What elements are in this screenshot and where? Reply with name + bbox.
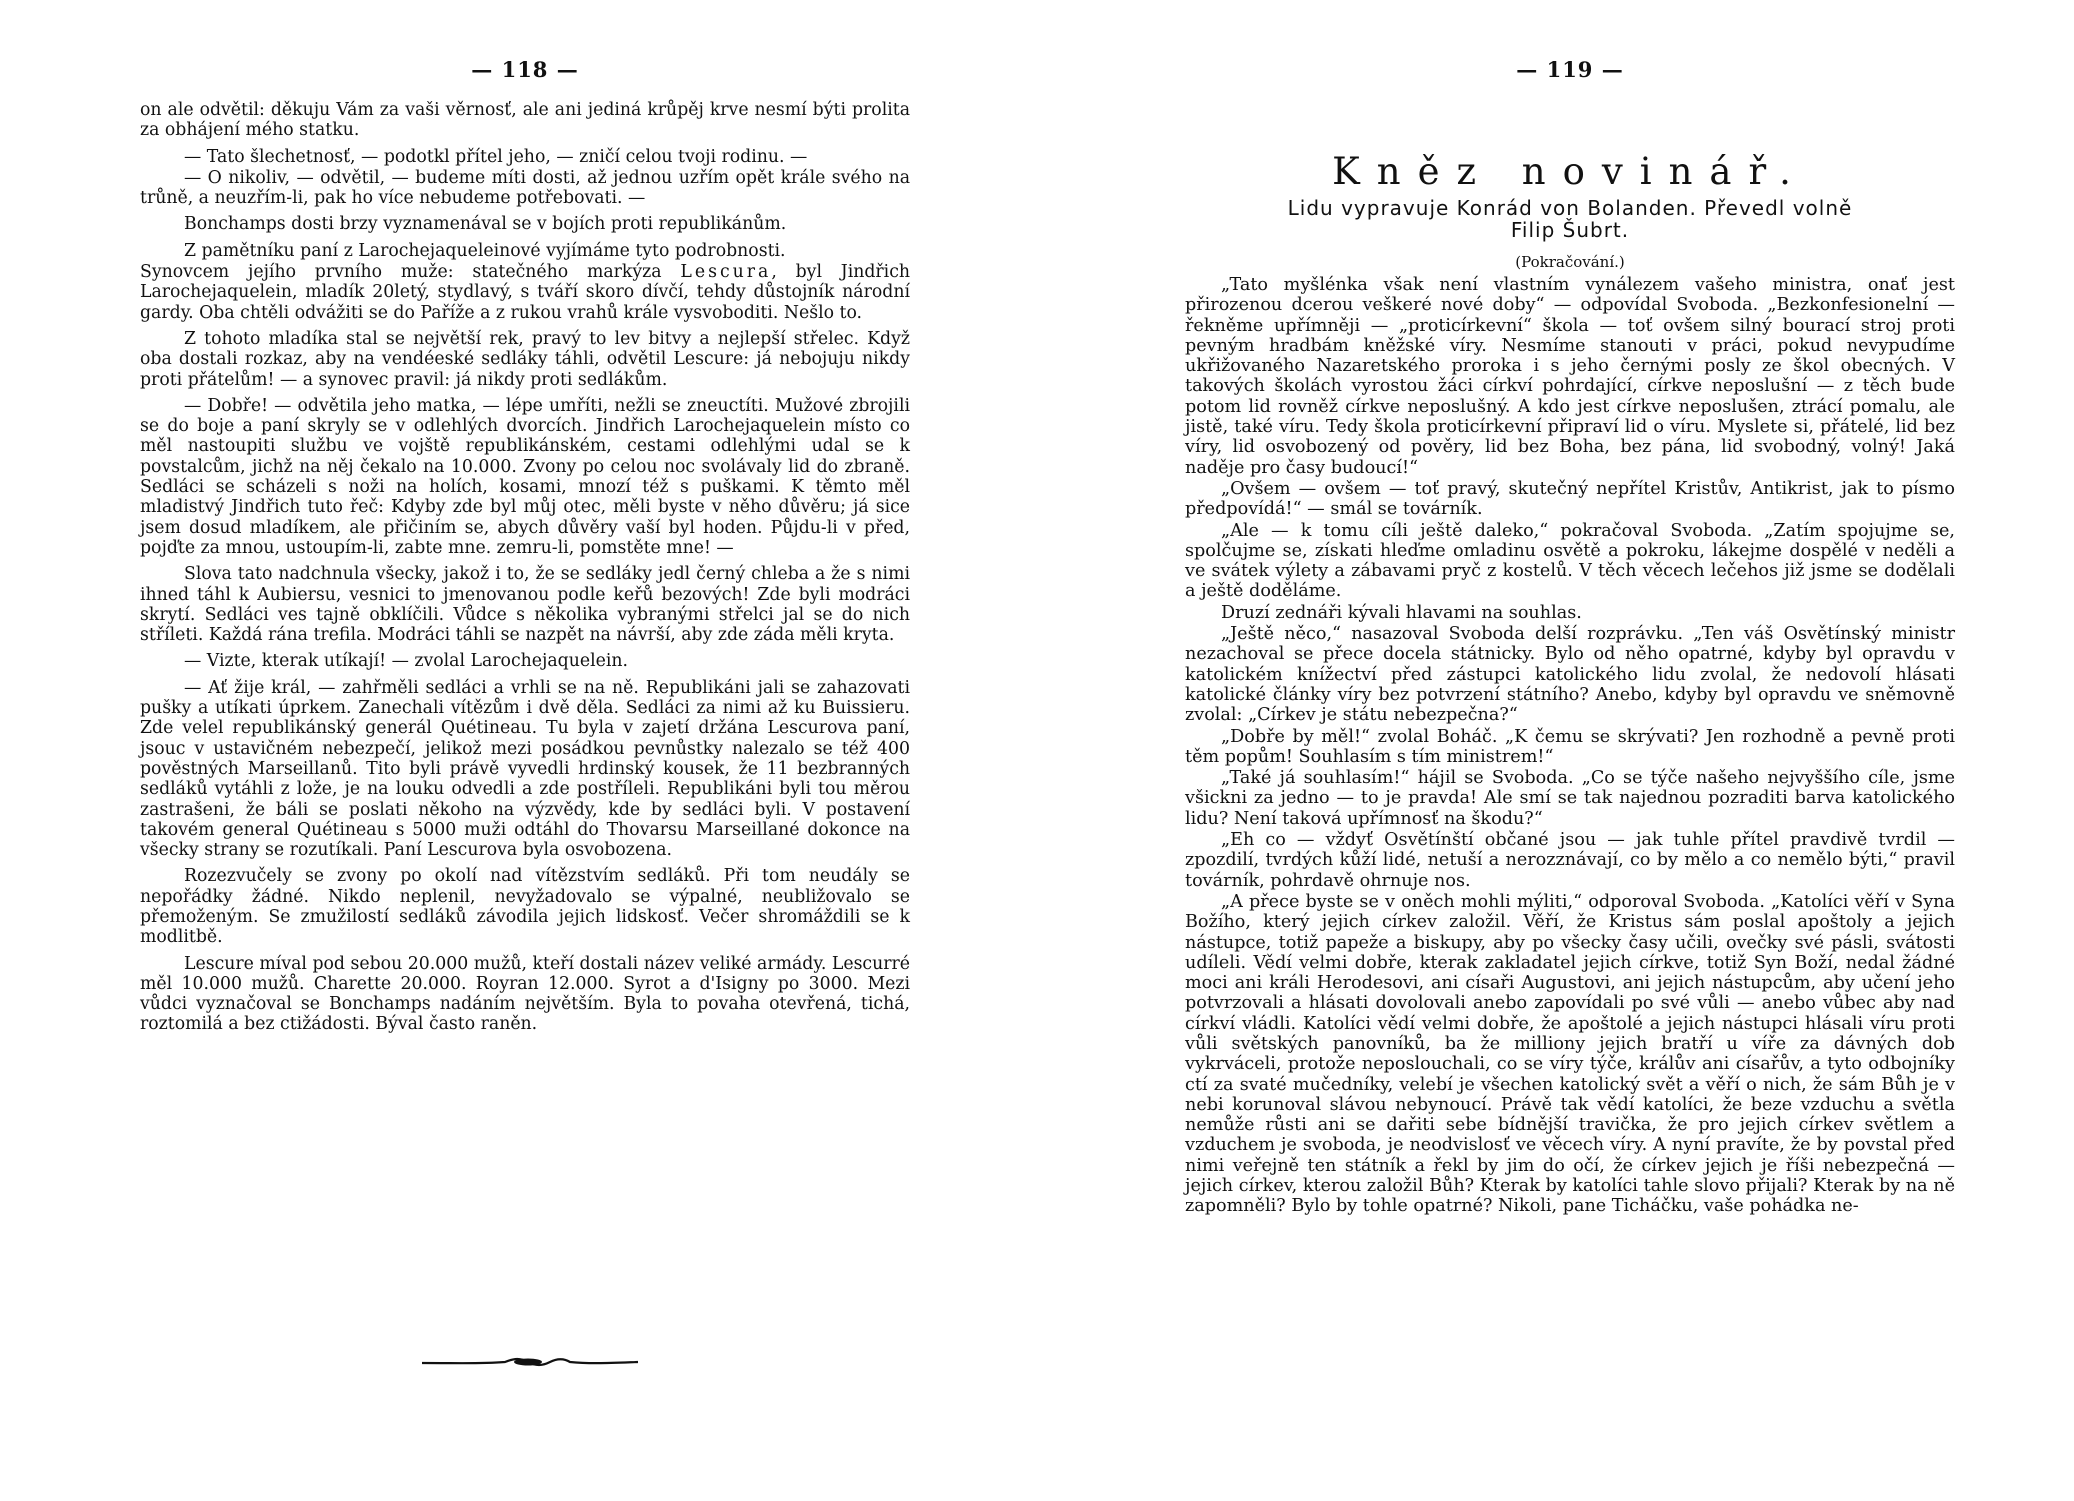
paragraph: Z tohoto mladíka stal se největší rek, pravý to lev bitvy a nejlepší střelec. Když oba dostali rozkaz, aby na vendéeské sedláky táhli, odvětil Lescure: já nebojuju nikdy proti přátelům! — a synovec pravil: já nikdy proti sedlákům. (140, 328, 910, 390)
paragraph: „Tato myšlénka však není vlastním vynálezem vašeho ministra, onať jest přirozenou dcerou veškeré nové doby“ — odpovídal Svoboda. „Bezkonfesionelní — řekněme upřímněji — „proticírkevní“ škola — toť ovšem silný bourací stroj proti pevným hradbám kněžské víry. Nesmíme stanouti v práci, pokud nevypudíme ukřižovaného Nazaretského proroka i s jeho černými posly ze škol obecných. V takových školách vyrostou žáci církví pohrdající, církve neposlušní — z těch bude potom lid rovněž církve neposlušný. A kdo jest církve neposlušen, ztrácí pomalu, ale jistě, také víru. Tedy škola proticírkevní připraví lid o víru. Myslete si, přátelé, lid bez víry, lid osvobozený od pověry, lid bez Boha, bez pána, lid svobodný, volný! Jaká naděje pro časy budoucí!“ (1185, 275, 1955, 478)
paragraph: — Vizte, kterak utíkají! — zvolal Larochejaquelein. (184, 651, 628, 672)
paragraph: on ale odvětil: děkuju Vám za vaši věrnosť, ale ani jediná krůpěj krve nesmí býti prolita za obhájení mého statku. (140, 100, 910, 141)
paragraph: „A přece byste se v oněch mohli mýliti,“ odporoval Svoboda. „Katolíci věří v Syna Božího, který jejich církev založil. Věří, že Kristus sám poslal apoštoly a jejich nástupce, totiž papeže a biskupy, aby po všecky časy učili, ovečky své pásli, svátosti udíleli. Vědí velmi dobře, kterak zakladatel jejich církve, totiž Syn Boží, nedal žádné moci ani králi Herodesovi, ani císaři Augustovi, ani jejich nástupcům, aby učení jeho potvrzovali a hlásati dovolovali anebo zapovídali po své vůli — anebo vůbec aby nad církví vládli. Katolíci vědí velmi dobře, že apoštolé a jejich nástupci hlásali víru proti vůli světských panovníků, ba že milliony jejich bratří u víře za dávných dob vykrváceli, protože neposlouchali, co se víry týče, králův ani císařův, a tyto odbojníky ctí za svaté mučedníky, velebí je všechen katolický svět a věří o nich, že sám Bůh je v nebi korunoval slávou nebynoucí. Právě tak vědí katolíci, že beze vzduchu a světla nemůže růsti ani se dařiti sebe bídnější travička, že pro jejich církev světlem a vzduchem je svoboda, je neodvislosť ve věcech víry. A nyní pravíte, že by povstal před nimi veřejně ten státník a řekl by jim do očí, že církev jejich je říši nebezpečná — jejich církev, kterou založil Bůh? Kterak by katolíci tahle slovo přijali? Kterak by na ně zapomněli? Bylo by tohle opatrné? Nikoli, pane Ticháčku, vaše pohádka ne- (1185, 891, 1955, 1217)
paragraph: Slova tato nadchnula všecky, jakož i to, že se sedláky jedl černý chleba a že s nimi ihned táhl k Aubiersu, vesnici to jmenovanou podle keřů bezových! Zde byli modráci skrytí. Sedláci ves tajně obklíčili. Vůdce s několika vybranými střelci jal se do nich stříleti. Každá rána trefila. Modráci táhli se nazpět na návrší, aby zde záda měli kryta. (140, 564, 910, 646)
paragraph: — Ať žije král, — zahřměli sedláci a vrhli se na ně. Republikáni jali se zahazovati pušky a utíkati úprkem. Zanechali vítězům i dvě děla. Sedláci za nimi až ku Buissieru. Zde velel republikánský generál Quétineau. Tu byla v zajetí držána Lescurova paní, jsouc v ustavičném nebezpečí, jelikož mezi posádkou pevnůstky nalezalo se též 400 pověstných Marseillanů. Tito byli právě vyvedli hrdinský kousek, že 11 bezbranných sedláků vytáhli z lože, je na louku odvedli a zde postříleli. Republikáni byli tou měrou zastrašeni, že báli se poslati někoho na výzvědy, kde by sedláci byli. V postavení takovém general Quétineau s 5000 muži odtáhl do Thovarsu Marseillané dokonce na všecky strany se rozutíkali. Paní Lescurova byla osvobozena. (140, 677, 910, 861)
article-subtitle (1185, 197, 1955, 241)
page-number-right: — 119 — (1516, 57, 1624, 82)
paragraph: Rozezvučely se zvony po okolí nad vítězstvím sedláků. Při tom neudály se nepořádky žádné. Nikdo neplenil, nevyžadovalo se výpalné, neubližovalo se přemoženým. Se zmužilostí sedláků závodila jejich lidskosť. Večer shromáždili se k modlitbě. (140, 866, 910, 948)
paragraph: „Ale — k tomu cíli ještě daleko,“ pokračoval Svoboda. „Zatím spojujme se, spolčujme se, získati hleďme omladinu osvětě a pokroku, lákejme dospělé v neděli a ve svátek výlety a zábavami pryč z kostelů. V těch věcech lečehos již jsme se dodělali a ještě doděláme. (1185, 520, 1955, 602)
paragraph: — Tato šlechetnosť, — podotkl přítel jeho, — zničí celou tvoji rodinu. — (184, 146, 808, 167)
paragraph: „Také já souhlasím!“ hájil se Svoboda. „Co se týče našeho nejvyššího cíle, jsme všickni za jedno — to je pravda! Ale smí se tak najednou pozraditi barva katolického lidu? Není taková upřímnosť na škodu?“ (1185, 768, 1955, 829)
article-title: Kněz novinář. (1332, 150, 1808, 193)
paragraph: „Dobře by měl!“ zvolal Boháč. „K čemu se skrývati? Jen rozhodně a pevně proti těm popům! Souhlasím s tím ministrem!“ (1185, 726, 1955, 767)
paragraph: „Ovšem — ovšem — toť pravý, skutečný nepřítel Kristův, Antikrist, jak to písmo předpovídá!“ — smál se továrník. (1185, 478, 1955, 520)
paragraph: — O nikoliv, — odvětil, — budeme míti dosti, až jednou uzřím opět krále svého na trůně, a neuzřím-li, pak ho více nebudeme potřebovati. — (140, 167, 910, 209)
paragraph: Druzí zednáři kývali hlavami na souhlas. (1221, 602, 1582, 623)
paragraph-part: Synovcem jejího prvního muže: statečného markýza (140, 262, 662, 283)
paragraph: „Ještě něco,“ nasazoval Svoboda delší rozprávku. „Ten váš Osvětínský ministr nezachoval se přece docela státnicky. Bylo od něho opatrné, kdyby byl opravdu v katolickém knížectví před zástupci katolického lidu zvolal, že nedovolí hlásati katolické články víry bez potvrzení státního? Anebo, kdyby byl opravdu ve sněmovně zvolal: „Církev je státu nebezpečna?“ (1185, 624, 1955, 726)
paragraph: Bonchamps dosti brzy vyznamenával se v bojích proti republikánům. (184, 214, 787, 235)
paragraph: Z pamětníku paní z Larochejaqueleinové vyjímáme tyto podrobnosti. (184, 240, 786, 261)
paragraph: — Dobře! — odvětila jeho matka, — lépe umříti, nežli se zneuctíti. Mužové zbrojili se do boje a paní skryly se v odlehlých dvorcích. Jindřich Larochejaquelein místo co měl nastoupiti službu ve vojště republikánském, cestami odlehlými udal se k povstalcům, jichž na něj čekalo na 10.000. Zvony po celou noc svolávaly lid do zbraně. Sedláci se scházeli s noži na holích, kosami, mnozí též s puškami. K těmto měl mladistvý Jindřich tuto řeč: Kdyby zde byl můj otec, měli byste v něho důvěru; já sice jsem dosud mladíkem, ale přičiním se, abych důvěry vaší byl hoden. Půjdu-li v před, pojďte za mnou, ustoupím-li, zabte mne. zemru-li, pomstěte mne! — (140, 395, 910, 558)
ornament-divider (420, 1354, 640, 1370)
left-text-column (140, 100, 910, 1041)
paragraph-part: , byl Jindřich Larochejaquelein, mladík 20letý, stydlavý, s tváří skoro dívčí, tehdy důstojník národní gardy. Oba chtěli odvážiti se do Paříže a z rukou vrahů krále vysvoboditi. Nešlo to. (140, 262, 911, 323)
paragraph: Lescure míval pod sebou 20.000 mužů, kteří dostali název veliké armády. Lescurré měl 10.000 mužů. Charette 20.000. Royran 12.000. Syrot a d'Isigny po 3000. Mezi vůdci vyznačoval se Bonchamps nadáním největším. Byla to povaha otevřená, tichá, roztomilá a bez ctižádosti. Býval často raněn. (140, 953, 910, 1035)
paragraph: „Eh co — vždyť Osvětínští občané jsou — jak tuhle přítel pravdivě tvrdil — zpozdilí, tvrdých kůží lidé, netuší a nerozznávají, co by mělo a co nemělo býti,“ pravil továrník, pohrdavě ohrnuje nos. (1185, 830, 1955, 891)
paragraph (140, 262, 910, 323)
continued-label: (Pokračování.) (1515, 253, 1625, 271)
subtitle-line: Lidu vypravuje Konrád von Bolanden. Převedl volně (1287, 196, 1853, 220)
page-number-left: — 118 — (471, 57, 579, 82)
subtitle-line: Filip Šubrt. (1510, 218, 1630, 242)
right-text-column (1185, 275, 1955, 1218)
spaced-name: Lescura (680, 262, 772, 283)
